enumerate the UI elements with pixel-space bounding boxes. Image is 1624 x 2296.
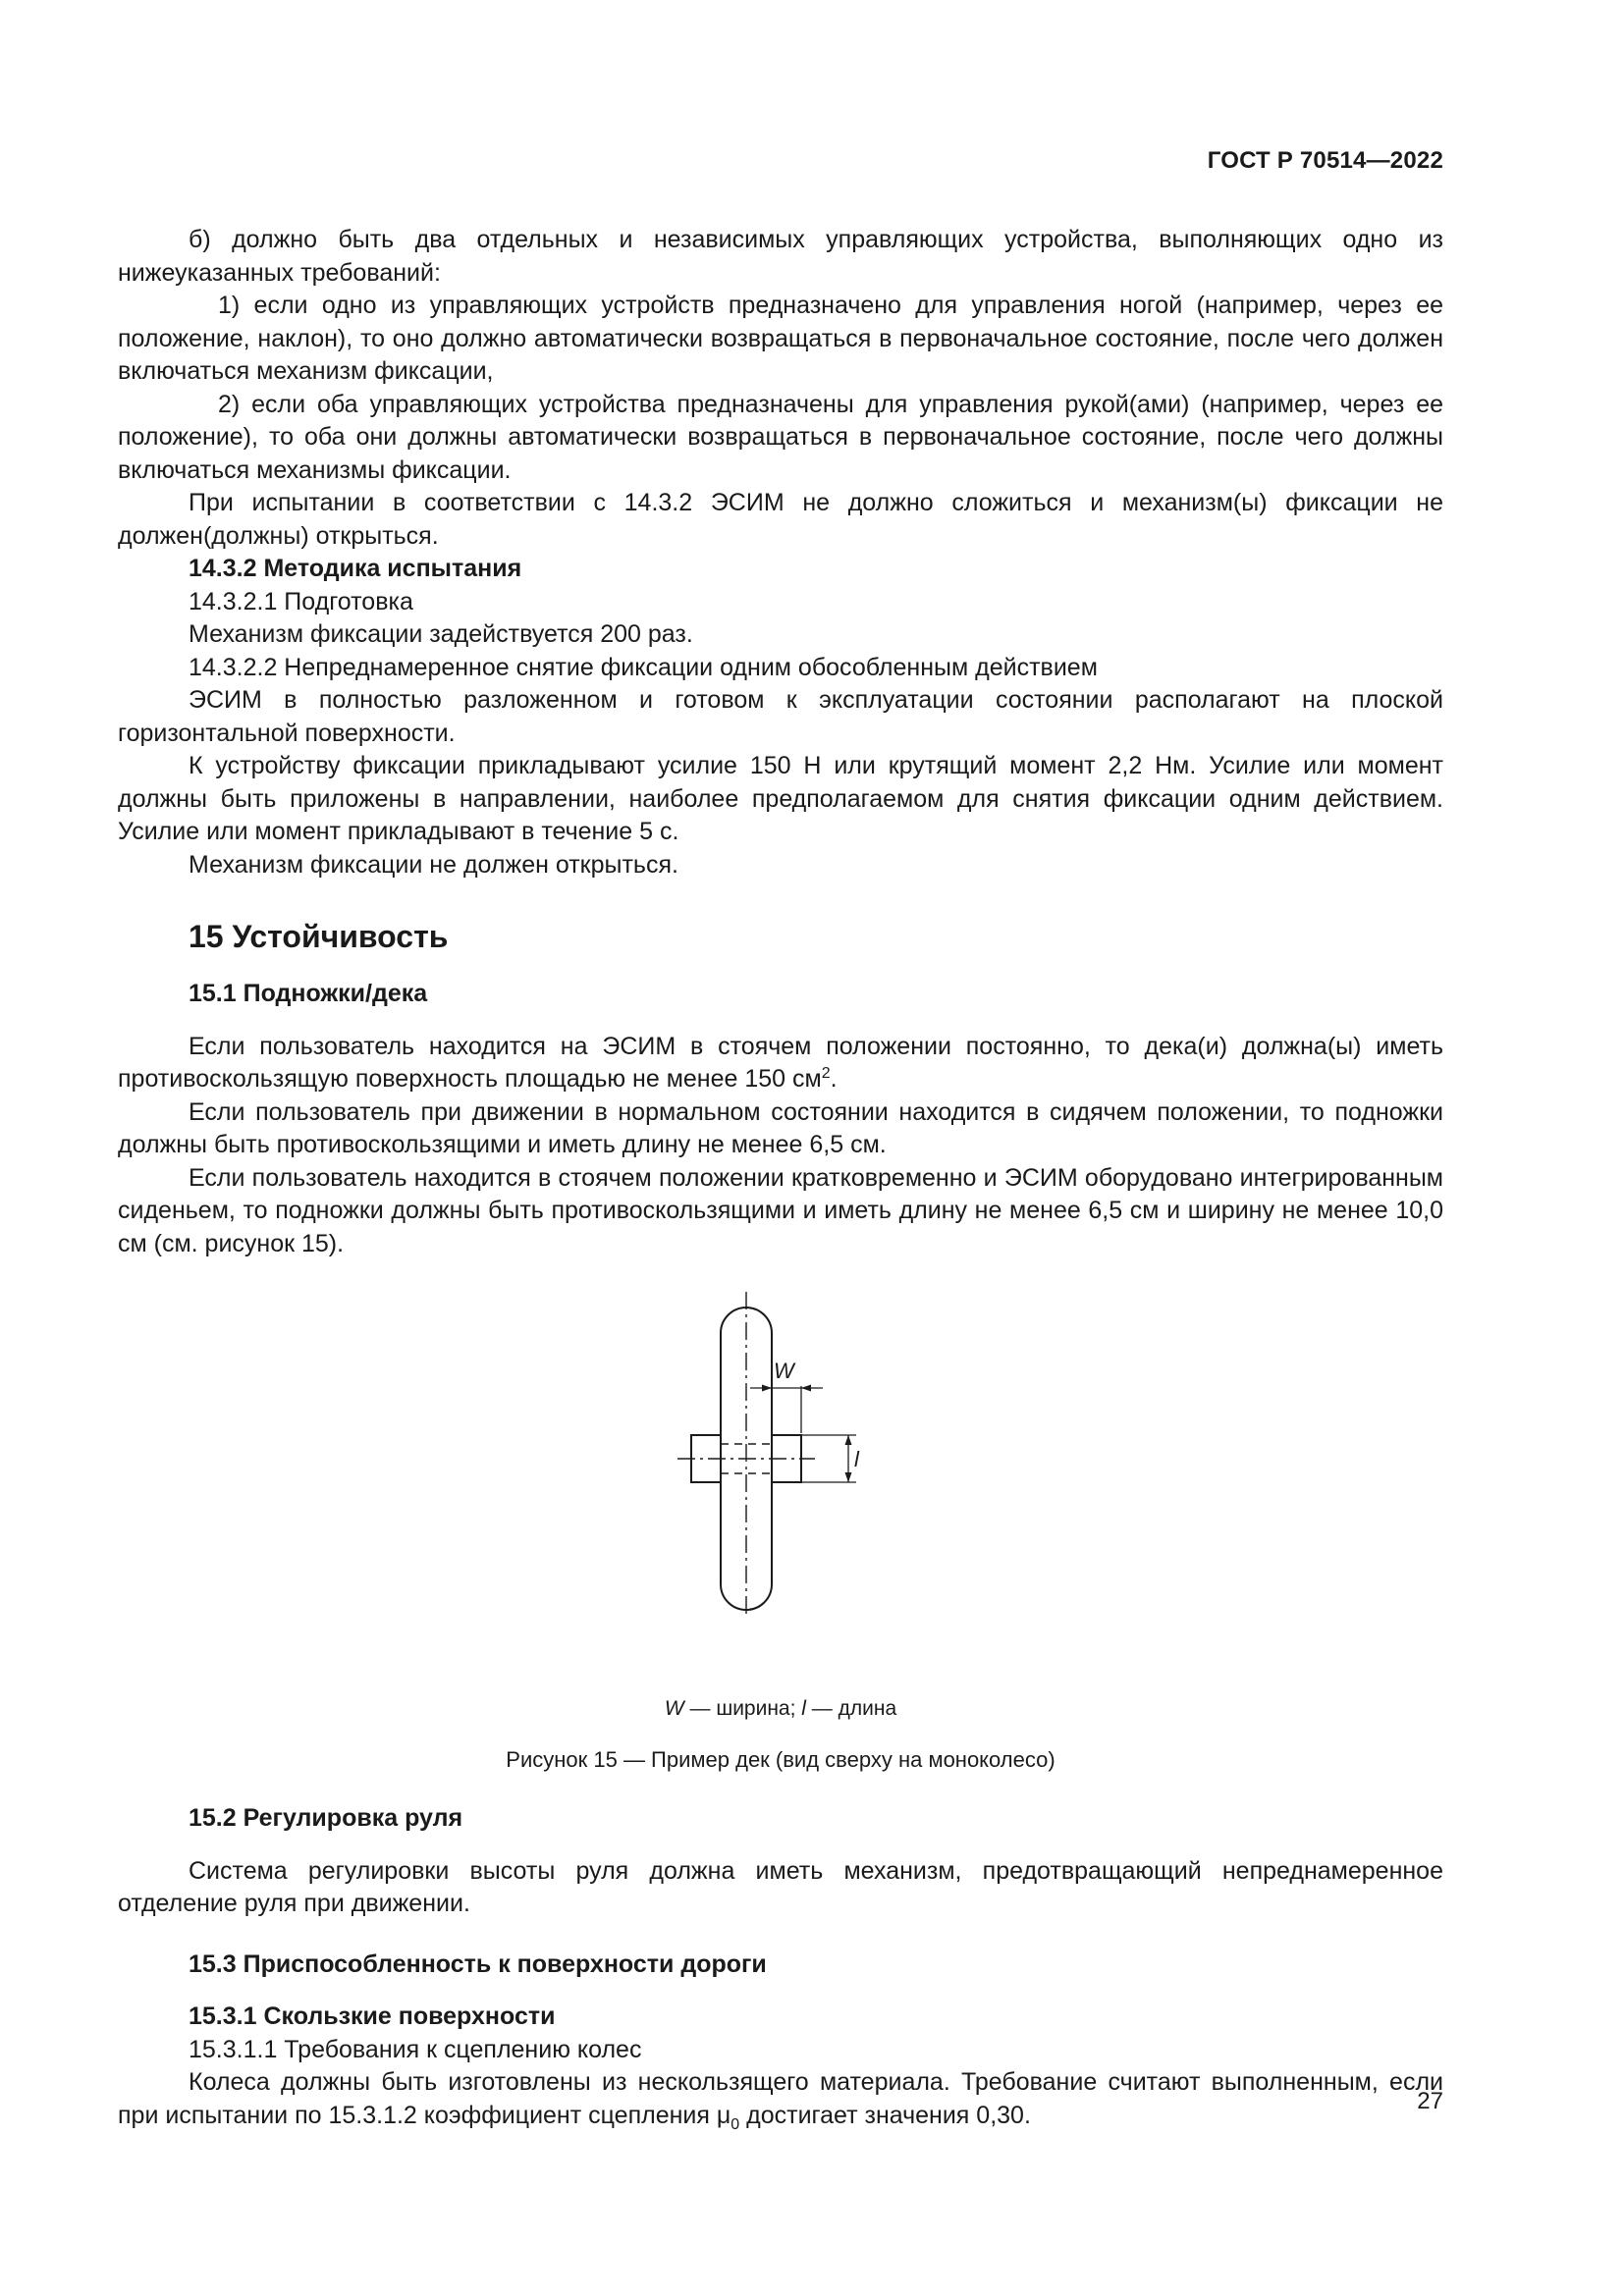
paragraph: Механизм фиксации не должен открыться. xyxy=(189,850,678,879)
paragraph-text: Если пользователь находится на ЭСИМ в стоячем положении постоянно, то дека(и) должна(ы) иметь противоскользящую поверхность площадью не менее 150 см xyxy=(118,1032,1443,1093)
paragraph: Механизм фиксации задействуется 200 раз. xyxy=(189,620,693,648)
figure-legend xyxy=(118,1694,1443,1724)
paragraph-text-end: . xyxy=(830,1065,838,1093)
paragraph xyxy=(118,2066,1443,2132)
section-heading-15-1: 15.1 Подножки/дека xyxy=(189,980,428,1007)
length-label: l xyxy=(854,1447,859,1471)
figure-caption: Рисунок 15 — Пример дек (вид сверху на моноколесо) xyxy=(506,1747,1056,1772)
figure-15 xyxy=(118,1260,1443,1682)
arrowhead xyxy=(801,1385,811,1392)
paragraph: Если пользователь находится в стоячем положении кратковременно и ЭСИМ оборудовано интегрированным сиденьем, то подножки должны быть противоскользящими и иметь длину не менее 6,5 см и ширину не менее 10,0 см (см. рисунок 15). xyxy=(118,1163,1443,1257)
legend-symbol-w: W xyxy=(664,1697,684,1720)
arrowhead xyxy=(845,1472,852,1482)
paragraph: К устройству фиксации прикладывают усилие 150 Н или крутящий момент 2,2 Нм. Усилие или момент должны быть приложены в направлении, наиболее предполагаемом для снятия фиксации одним действием. Усилие или момент прикладывают в течение 5 с. xyxy=(118,752,1443,845)
section-heading-15-2: 15.2 Регулировка руля xyxy=(189,1804,463,1832)
page-number: 27 xyxy=(1417,2088,1443,2114)
page-body xyxy=(118,224,1443,2132)
subscript: 0 xyxy=(731,2115,740,2133)
monowheel-top-view-diagram xyxy=(658,1282,903,1616)
section-heading-14-3-2: 14.3.2 Методика испытания xyxy=(189,555,522,582)
paragraph: ЭСИМ в полностью разложенном и готовом к эксплуатации состоянии располагают на плоской горизонтальной поверхности. xyxy=(118,686,1443,747)
paragraph: При испытании в соответствии с 14.3.2 ЭСИМ не должно сложиться и механизм(ы) фиксации не должен(должны) открыться. xyxy=(118,489,1443,550)
paragraph xyxy=(118,1031,1443,1096)
paragraph-text-end: достигает значения 0,30. xyxy=(739,2101,1031,2129)
document-header-id: ГОСТ Р 70514—2022 xyxy=(1207,147,1443,174)
legend-text-l: — длина xyxy=(805,1697,897,1720)
section-heading-15: 15 Устойчивость xyxy=(189,919,449,954)
paragraph-text: Колеса должны быть изготовлены из нескользящего материала. Требование считают выполненным, если при испытании по 15.3.1.2 коэффициент сцепления μ xyxy=(118,2068,1443,2129)
paragraph: 2) если оба управляющих устройства предназначены для управления рукой(ами) (например, через ее положение), то оба они должны автоматически возвращаться в первоначальное состояние, после чего должны включаться механизмы фиксации. xyxy=(118,390,1443,484)
legend-text-w: — ширина; xyxy=(683,1697,802,1720)
paragraph: Система регулировки высоты руля должна иметь механизм, предотвращающий непреднамеренное отделение руля при движении. xyxy=(118,1856,1443,1917)
paragraph: б) должно быть два отдельных и независимых управляющих устройства, выполняющих одно из нижеуказанных требований: xyxy=(118,226,1443,287)
paragraph: 15.3.1.1 Требования к сцеплению колес xyxy=(189,2035,642,2063)
paragraph: 14.3.2.2 Непреднамеренное снятие фиксации одним обособленным действием xyxy=(189,653,1098,681)
section-heading-15-3-1: 15.3.1 Скользкие поверхности xyxy=(189,2002,556,2030)
arrowhead xyxy=(845,1435,852,1445)
legend-symbol-l: l xyxy=(801,1697,806,1720)
superscript: 2 xyxy=(821,1065,831,1082)
paragraph: Если пользователь при движении в нормальном состоянии находится в сидячем положении, то подножки должны быть противоскользящими и иметь длину не менее 6,5 см. xyxy=(118,1097,1443,1158)
section-heading-15-3: 15.3 Приспособленность к поверхности дороги xyxy=(189,1949,767,1978)
paragraph: 14.3.2.1 Подготовка xyxy=(189,587,413,615)
paragraph: 1) если одно из управляющих устройств предназначено для управления ногой (например, через ее положение, наклон), то оно должно автоматически возвращаться в первоначальное состояние, после чего должен включаться механизм фиксации, xyxy=(118,292,1443,385)
width-label: W xyxy=(774,1359,794,1383)
